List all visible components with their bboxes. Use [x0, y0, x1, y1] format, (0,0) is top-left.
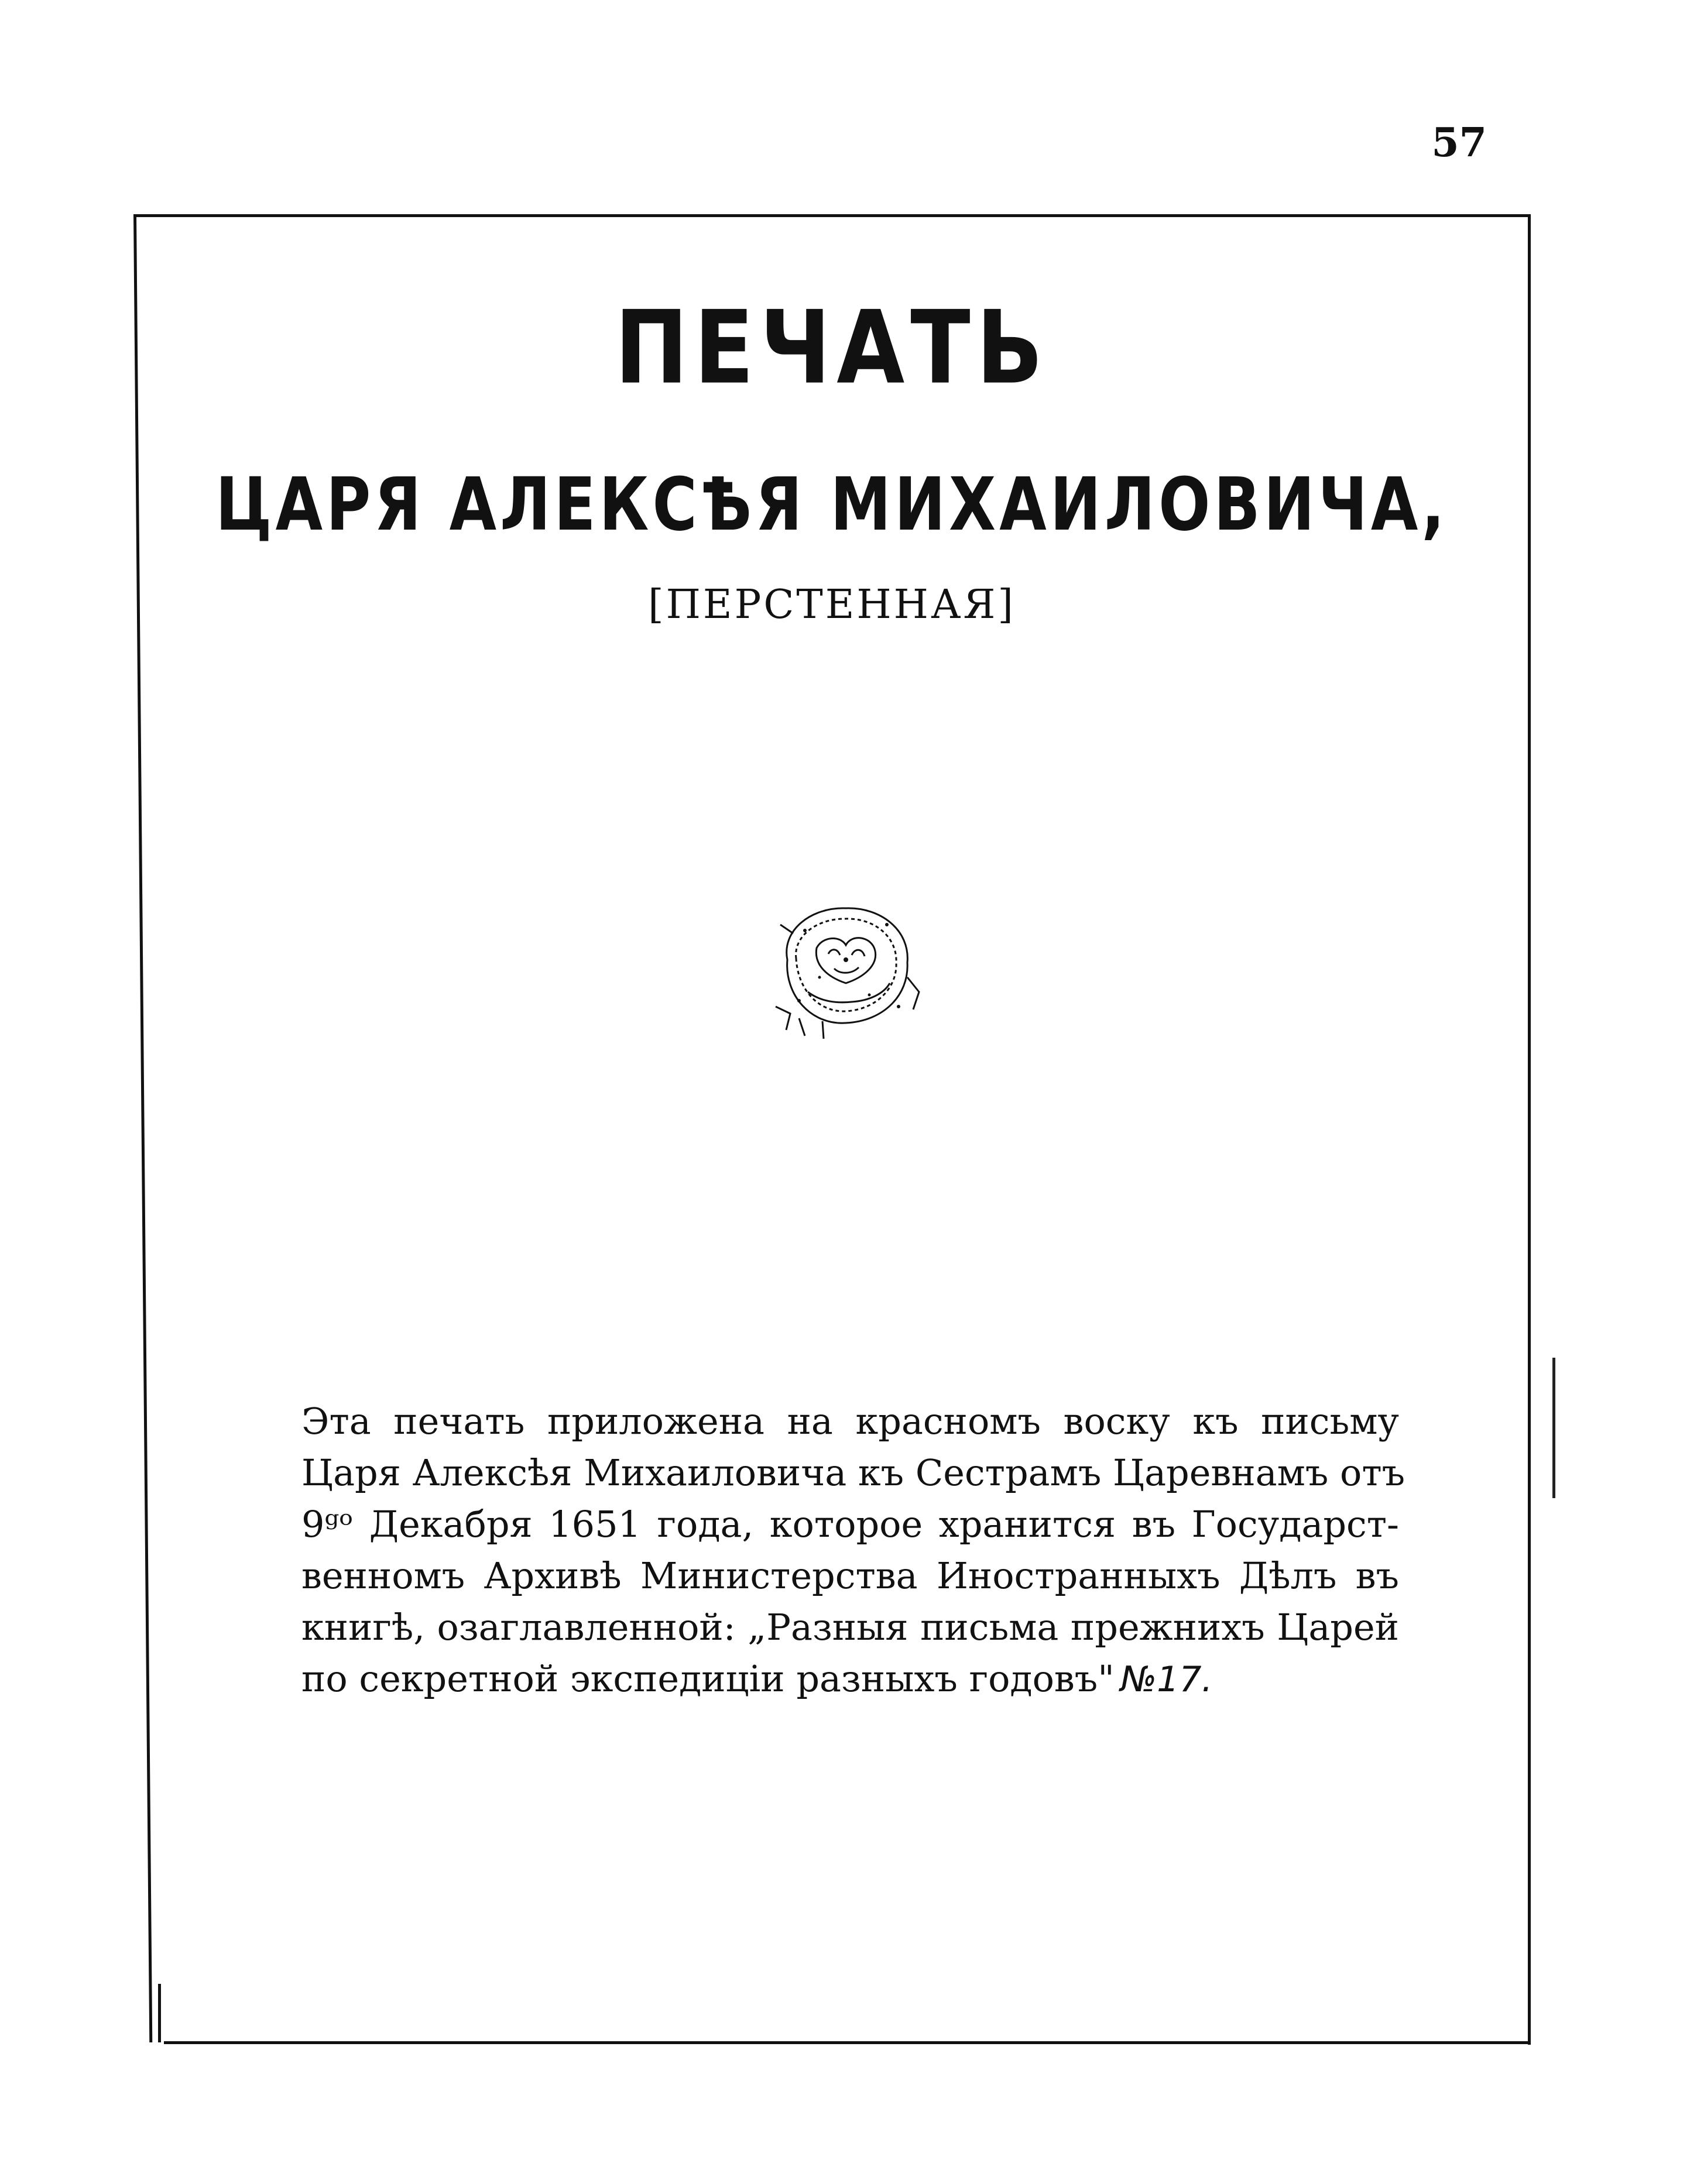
- description-line: Царя Алексѣя Михаиловича къ Сестрамъ Царевнамъ отъ: [301, 1451, 1405, 1494]
- description-line: Эта печать приложена на красномъ воску къ письму: [301, 1400, 1399, 1443]
- description-last-line-wrapper: [301, 1653, 1399, 1705]
- seal-image: [764, 890, 928, 1042]
- description-line: 9ᵍᵒ Декабря 1651 года, которое хранится въ Государст-: [301, 1503, 1399, 1546]
- page-number: 57: [1431, 119, 1487, 166]
- description-paragraph: [301, 1396, 1405, 1705]
- page-edge-mark: [1552, 1358, 1555, 1498]
- description-line: книгѣ, озаглавленной: „Разныя письма прежнихъ Царей: [301, 1606, 1399, 1649]
- frame-top-border: [133, 214, 1530, 217]
- page-title: ПЕЧАТЬ: [615, 289, 1049, 407]
- seal-type-note: [ПЕРСТЕННАЯ]: [648, 582, 1016, 628]
- description-line: по секретной экспедиціи разныхъ годовъ": [301, 1657, 1115, 1700]
- wax-seal-impression-icon: [764, 890, 928, 1042]
- description-line: венномъ Архивѣ Министерства Иностранныхъ Дѣлъ въ: [301, 1554, 1399, 1597]
- page-subtitle: ЦАРЯ АЛЕКСѢЯ МИХАИЛОВИЧА,: [215, 461, 1448, 548]
- reference-number: №17.: [1120, 1659, 1213, 1700]
- frame-bottom-border: [164, 2041, 1531, 2044]
- frame-left-border-lower: [158, 1984, 161, 2042]
